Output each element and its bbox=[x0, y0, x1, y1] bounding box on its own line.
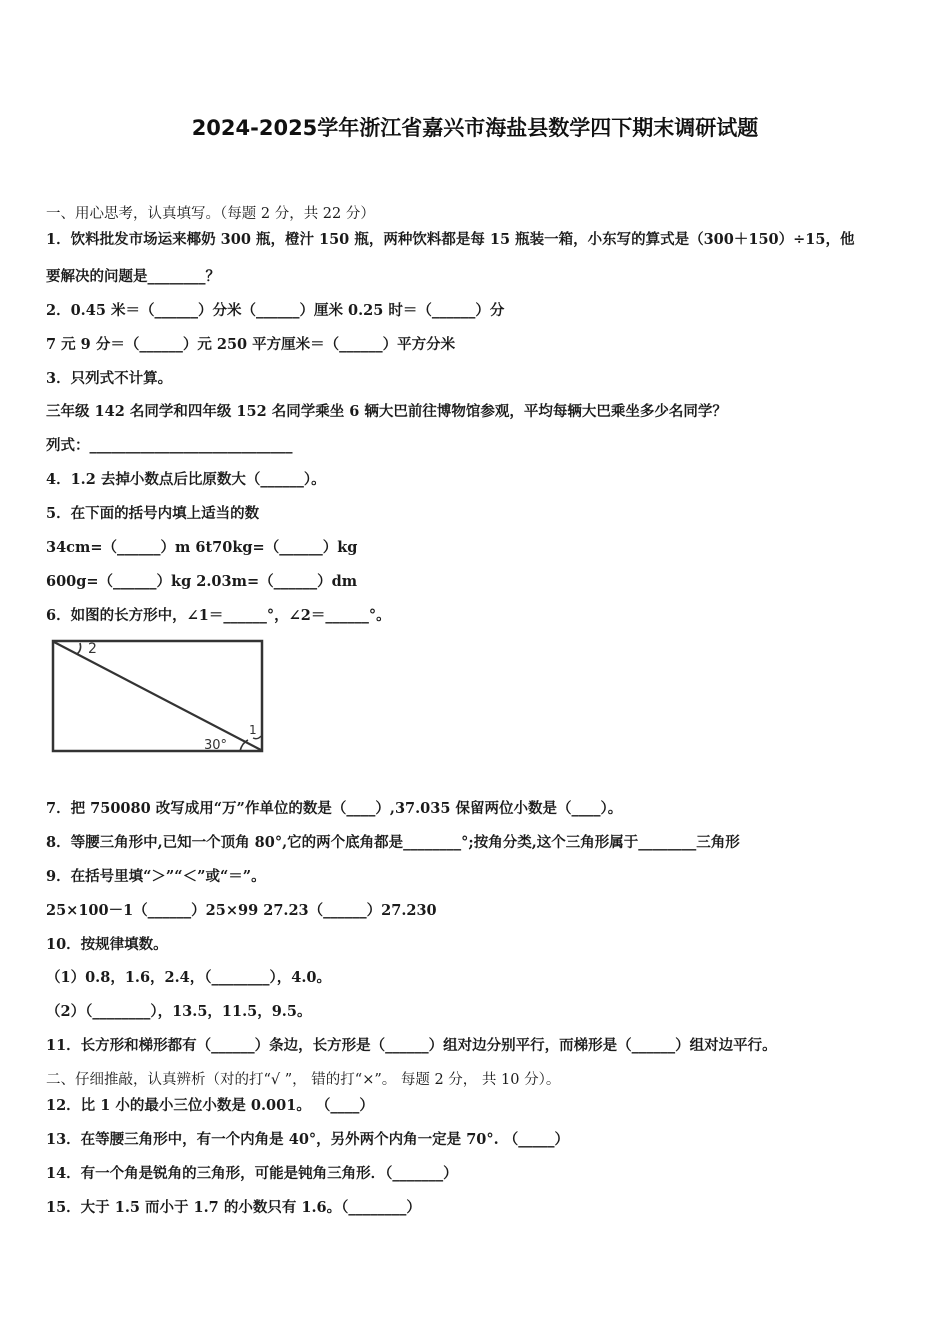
question-5-row-2: 600g=（______）kg 2.03m=（______）dm bbox=[46, 573, 358, 590]
question-1-cont: 要解决的问题是________？ bbox=[46, 268, 220, 285]
question-5-row-1: 34cm=（______）m 6t70kg=（______）kg bbox=[46, 539, 358, 556]
question-2: 2．0.45 米＝（______）分米（______）厘米 0.25 时＝（______）分 bbox=[46, 302, 505, 319]
question-3: 3．只列式不计算。 bbox=[46, 370, 173, 387]
rectangle-figure bbox=[44, 636, 274, 760]
question-10: 10．按规律填数。 bbox=[46, 936, 168, 953]
question-12: 12．比 1 小的最小三位小数是 0.001。 （____） bbox=[46, 1097, 374, 1114]
question-8: 8．等腰三角形中,已知一个顶角 80°,它的两个底角都是________°;按角分类,这个三角形属于________三角形 bbox=[46, 834, 740, 851]
question-4: 4．1.2 去掉小数点后比原数大（______）。 bbox=[46, 471, 326, 488]
section-2-heading: 二、仔细推敲，认真辨析（对的打“√ ”， 错的打“×”。 每题 2 分， 共 10 分）。 bbox=[46, 1072, 561, 1088]
question-11: 11．长方形和梯形都有（______）条边，长方形是（______）组对边分别平行，而梯形是（______）组对边平行。 bbox=[46, 1037, 777, 1054]
question-7: 7．把 750080 改写成用“万”作单位的数是（____）,37.035 保留两位小数是（____）。 bbox=[46, 800, 623, 817]
question-2-cont: 7 元 9 分＝（______）元 250 平方厘米＝（______）平方分米 bbox=[46, 336, 456, 353]
page-title: 2024-2025学年浙江省嘉兴市海盐县数学四下期末调研试题 bbox=[191, 116, 759, 140]
question-9-row: 25×100－1（______）25×99 27.23（______）27.230 bbox=[46, 902, 437, 919]
question-15: 15．大于 1.5 而小于 1.7 的小数只有 1.6。（________） bbox=[46, 1199, 421, 1216]
question-10-part-2: （2）（________），13.5，11.5，9.5。 bbox=[46, 1003, 312, 1020]
angle-2-arc bbox=[77, 643, 81, 654]
question-10-part-1: （1）0.8，1.6，2.4，（________），4.0。 bbox=[46, 969, 331, 986]
section-1-heading: 一、用心思考，认真填写。（每题 2 分，共 22 分） bbox=[46, 206, 375, 222]
question-14: 14．有一个角是锐角的三角形，可能是钝角三角形．（_______） bbox=[46, 1165, 458, 1182]
question-13: 13．在等腰三角形中，有一个内角是 40°，另外两个内角一定是 70°. （_____） bbox=[46, 1131, 569, 1148]
question-3-answer: 列式：____________________________ bbox=[46, 437, 293, 454]
diagonal-line bbox=[54, 642, 261, 750]
question-9: 9．在括号里填“＞”“＜”或“＝”。 bbox=[46, 868, 266, 885]
angle-30-label: 30° bbox=[204, 738, 228, 753]
question-6: 6．如图的长方形中，∠1＝______°，∠2＝______°。 bbox=[46, 607, 391, 624]
angle-1-label: 1 bbox=[249, 723, 257, 737]
question-3-text: 三年级 142 名同学和四年级 152 名同学乘坐 6 辆大巴前往博物馆参观，平均每辆大巴乘坐多少名同学？ bbox=[46, 403, 727, 420]
question-1: 1．饮料批发市场运来椰奶 300 瓶，橙汁 150 瓶，两种饮料都是每 15 瓶装一箱，小东写的算式是（300＋150）÷15，他 bbox=[46, 231, 855, 248]
angle-2-label: 2 bbox=[88, 641, 97, 657]
question-5: 5．在下面的括号内填上适当的数 bbox=[46, 505, 260, 522]
